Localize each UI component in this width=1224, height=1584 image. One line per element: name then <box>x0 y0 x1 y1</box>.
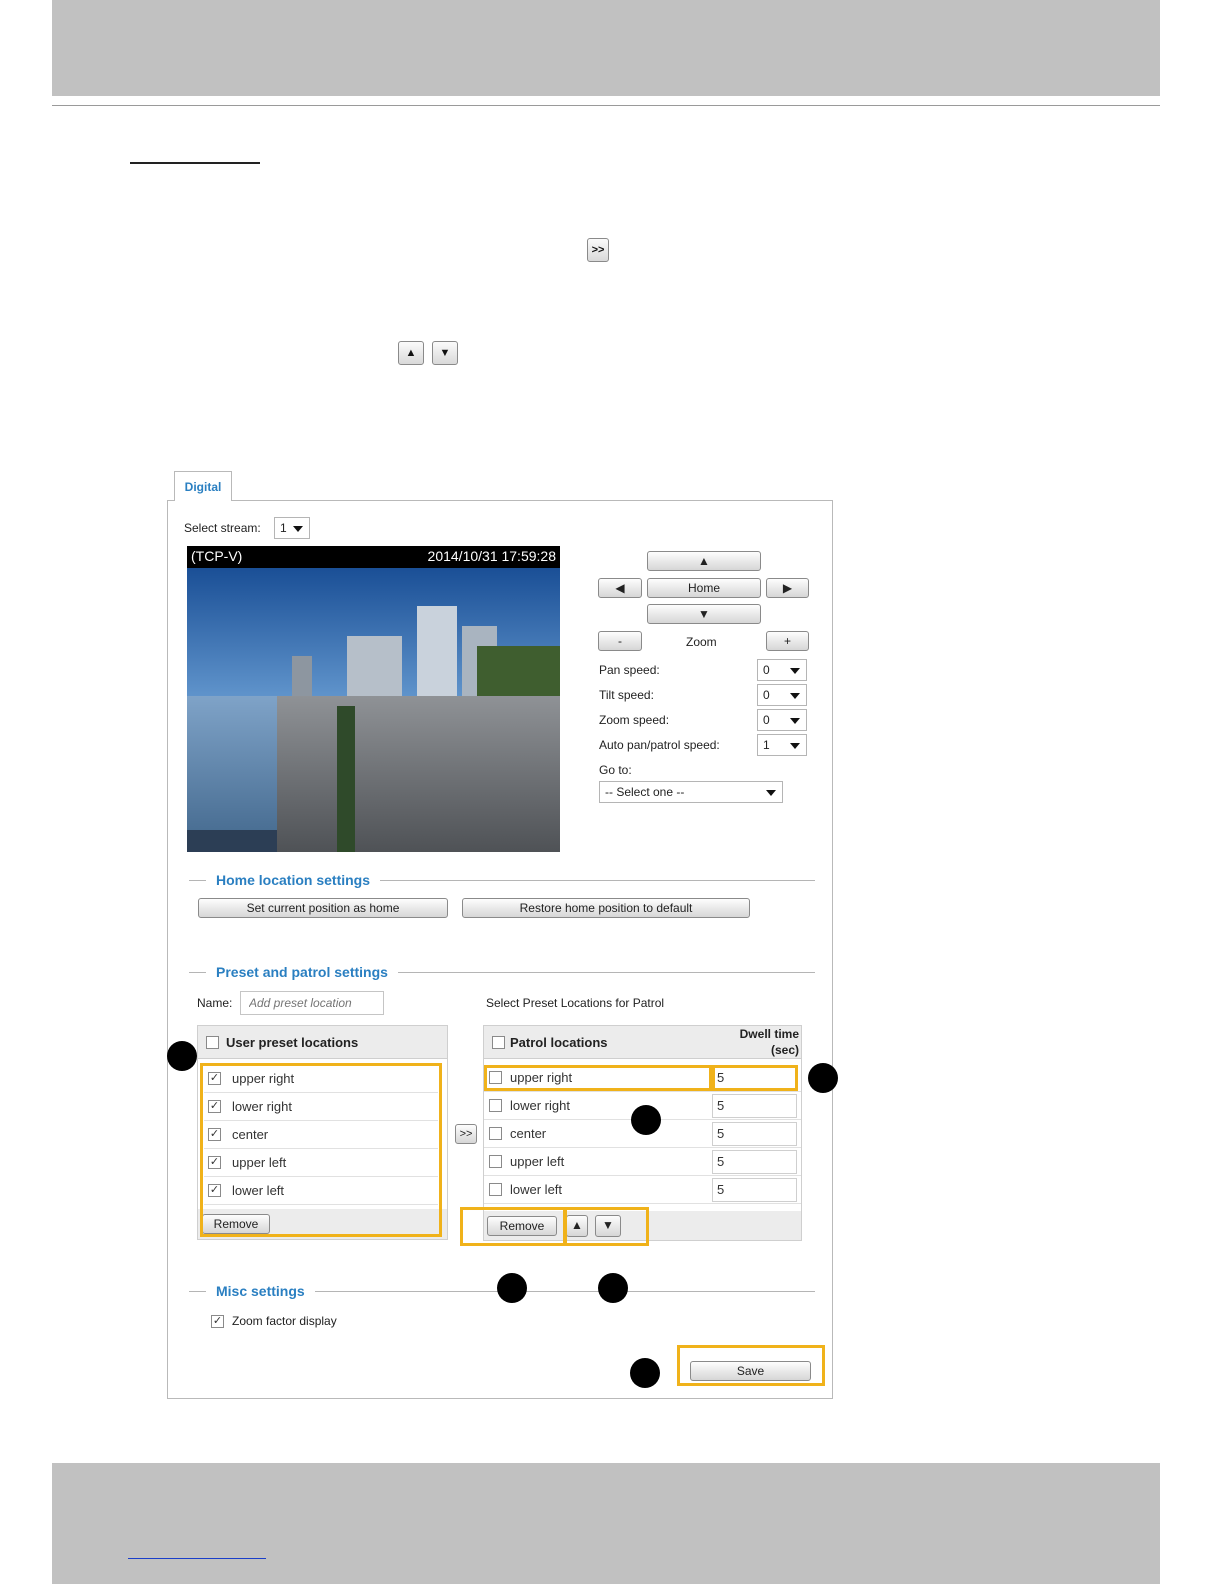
table-row[interactable] <box>484 1176 801 1204</box>
pan-right-button[interactable]: ▶ <box>766 578 809 598</box>
chevron-down-icon <box>293 526 303 532</box>
chevron-down-icon <box>790 693 800 699</box>
callout-highlight <box>564 1207 649 1246</box>
zoom-speed-value: 0 <box>763 713 770 727</box>
auto-pan-speed-value: 1 <box>763 738 770 752</box>
preset-label: lower left <box>232 1183 285 1198</box>
user-preset-header-label: User preset locations <box>226 1035 359 1050</box>
pan-speed-label: Pan speed: <box>599 663 660 677</box>
preset-label: center <box>232 1127 269 1142</box>
select-stream-label: Select stream: <box>184 521 261 535</box>
tab-digital[interactable]: Digital <box>174 471 232 501</box>
video-view[interactable] <box>187 546 560 852</box>
callout-marker <box>598 1273 628 1303</box>
zoom-in-button[interactable]: + <box>766 631 809 651</box>
chevron-down-icon <box>790 718 800 724</box>
zoom-out-button[interactable]: - <box>598 631 642 651</box>
zoom-factor-label: Zoom factor display <box>232 1314 337 1328</box>
dwell-time-input[interactable]: 5 <box>712 1178 797 1202</box>
tilt-down-button[interactable]: ▼ <box>647 604 761 624</box>
header-divider <box>52 105 1160 106</box>
section-heading-underline <box>130 162 260 164</box>
patrol-label: lower right <box>510 1098 570 1113</box>
auto-pan-speed-label: Auto pan/patrol speed: <box>599 738 720 752</box>
dwell-time-input[interactable]: 5 <box>712 1066 797 1090</box>
pan-speed-value: 0 <box>763 663 770 677</box>
goto-label: Go to: <box>599 763 632 777</box>
patrol-checkbox[interactable] <box>489 1099 502 1112</box>
chevron-down-icon <box>766 790 776 796</box>
dwell-header-unit: (sec) <box>770 1043 799 1057</box>
add-to-patrol-button[interactable]: >> <box>455 1124 477 1144</box>
patrol-label: center <box>510 1126 547 1141</box>
dwell-time-input[interactable]: 5 <box>712 1094 797 1118</box>
callout-highlight <box>712 1065 798 1091</box>
dwell-time-input[interactable]: 5 <box>712 1150 797 1174</box>
patrol-header-label: Patrol locations <box>510 1035 608 1050</box>
zoom-speed-label: Zoom speed: <box>599 713 670 727</box>
tilt-speed-label: Tilt speed: <box>599 688 654 702</box>
preset-checkbox[interactable]: ✓ <box>209 1100 220 1112</box>
preset-checkbox[interactable]: ✓ <box>209 1072 220 1084</box>
preset-label: lower right <box>232 1099 292 1114</box>
callout-highlight <box>200 1063 442 1237</box>
tilt-speed-select[interactable] <box>757 684 807 706</box>
callout-marker <box>631 1105 661 1135</box>
user-preset-header <box>198 1026 447 1059</box>
stream-select-value: 1 <box>280 521 287 535</box>
table-row[interactable] <box>484 1148 801 1176</box>
video-overlay-bar <box>187 546 560 568</box>
callout-marker <box>808 1063 838 1093</box>
chevron-down-icon <box>790 743 800 749</box>
footer-link-underline <box>128 1558 266 1559</box>
video-road <box>277 696 560 852</box>
home-button[interactable]: Home <box>647 578 761 598</box>
callout-marker <box>497 1273 527 1303</box>
page-footer-band <box>52 1463 1160 1584</box>
save-button[interactable]: Save <box>690 1361 811 1381</box>
video-timestamp: 2014/10/31 17:59:28 <box>427 548 556 564</box>
preset-patrol-title: Preset and patrol settings <box>206 964 398 980</box>
goto-select-value: -- Select one -- <box>605 785 685 799</box>
preset-label: upper right <box>232 1071 295 1086</box>
dwell-time-input[interactable]: 5 <box>712 1122 797 1146</box>
patrol-caption: Select Preset Locations for Patrol <box>486 996 665 1010</box>
goto-select[interactable] <box>599 781 783 803</box>
select-all-patrol-checkbox[interactable] <box>492 1036 505 1049</box>
select-all-presets-checkbox[interactable] <box>206 1036 219 1049</box>
page-header-band <box>52 0 1160 96</box>
preset-name-label: Name: <box>197 996 233 1010</box>
move-up-icon: ▲ <box>398 341 424 365</box>
callout-marker <box>167 1041 197 1071</box>
video-median <box>337 706 355 852</box>
video-protocol: (TCP-V) <box>191 548 243 564</box>
preset-name-input[interactable] <box>240 991 384 1015</box>
patrol-label: upper left <box>510 1154 565 1169</box>
move-down-button[interactable]: ▼ <box>595 1215 621 1237</box>
home-location-title: Home location settings <box>206 872 380 888</box>
callout-marker <box>630 1358 660 1388</box>
zoom-speed-select[interactable] <box>757 709 807 731</box>
chevron-down-icon <box>790 668 800 674</box>
callout-highlight <box>484 1065 712 1091</box>
move-down-icon: ▼ <box>432 341 458 365</box>
preset-checkbox[interactable]: ✓ <box>209 1128 220 1140</box>
restore-home-button[interactable]: Restore home position to default <box>462 898 750 918</box>
patrol-checkbox[interactable] <box>489 1183 502 1196</box>
tilt-up-button[interactable]: ▲ <box>647 551 761 571</box>
misc-settings-title: Misc settings <box>206 1283 315 1299</box>
set-home-button[interactable]: Set current position as home <box>198 898 448 918</box>
preset-checkbox[interactable]: ✓ <box>209 1184 220 1196</box>
move-up-button[interactable]: ▲ <box>566 1215 588 1237</box>
add-to-patrol-icon: >> <box>587 238 609 262</box>
pan-left-button[interactable]: ◀ <box>598 578 642 598</box>
remove-patrol-button[interactable]: Remove <box>487 1216 557 1236</box>
zoom-factor-checkbox[interactable]: ✓ <box>212 1315 223 1327</box>
remove-preset-button[interactable]: Remove <box>202 1214 270 1234</box>
preset-label: upper left <box>232 1155 287 1170</box>
patrol-header <box>484 1026 801 1059</box>
pan-speed-select[interactable] <box>757 659 807 681</box>
zoom-label: Zoom <box>686 635 717 649</box>
patrol-label: upper right <box>510 1070 573 1085</box>
tilt-speed-value: 0 <box>763 688 770 702</box>
stream-select[interactable] <box>274 517 310 539</box>
patrol-label: lower left <box>510 1182 563 1197</box>
auto-pan-speed-select[interactable] <box>757 734 807 756</box>
patrol-checkbox[interactable] <box>489 1127 502 1140</box>
dwell-header: Dwell time <box>739 1027 799 1041</box>
callout-highlight <box>460 1207 566 1246</box>
preset-checkbox[interactable]: ✓ <box>209 1156 220 1168</box>
patrol-checkbox[interactable] <box>489 1155 502 1168</box>
